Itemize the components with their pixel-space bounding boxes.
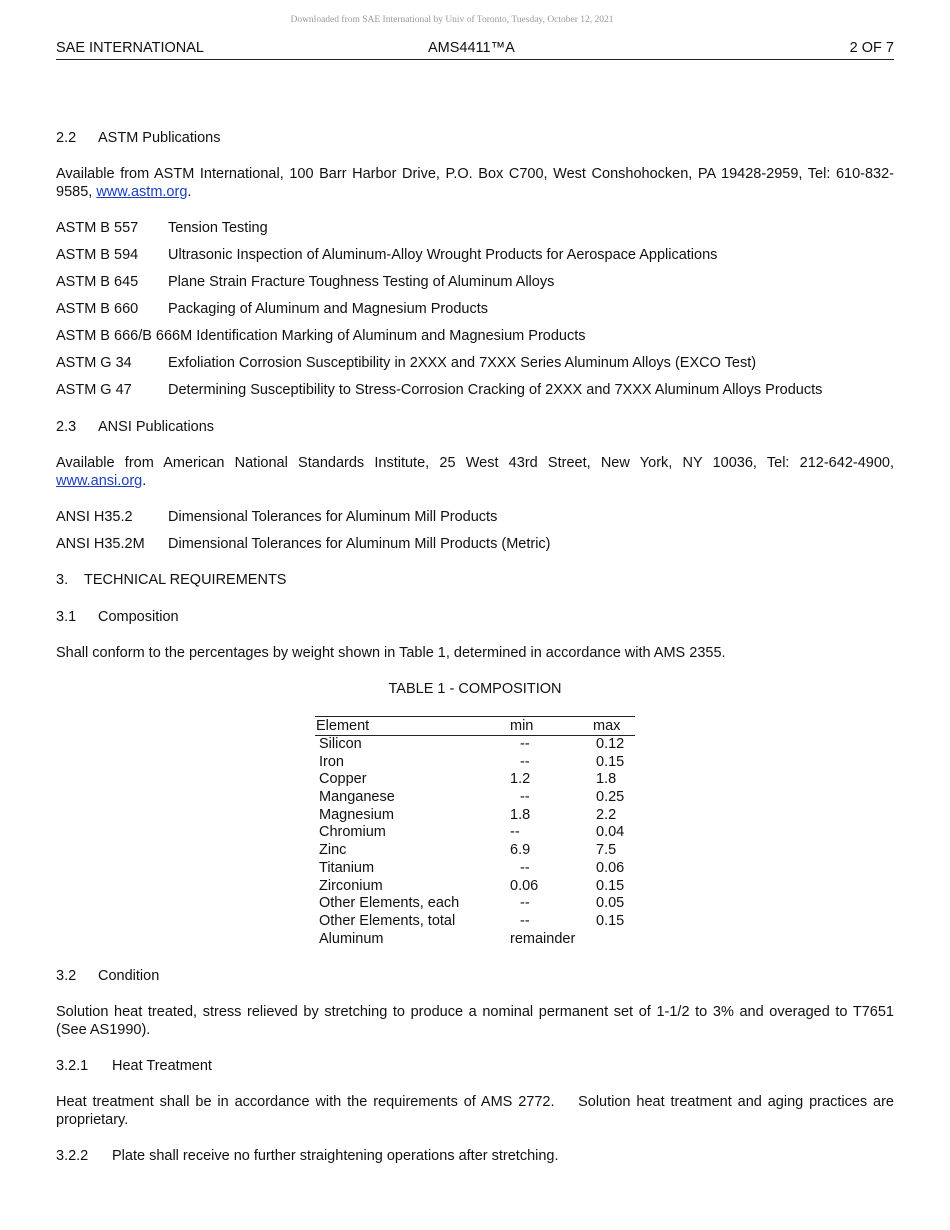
table-row <box>315 842 635 860</box>
table-row <box>315 878 635 896</box>
table-row <box>315 807 635 825</box>
reference-code: ASTM G 34 <box>56 355 132 371</box>
section-number: 2.3 <box>56 419 77 435</box>
reference-title: Plane Strain Fracture Toughness Testing of Aluminum Alloys <box>168 274 555 290</box>
table-title: TABLE 1 - COMPOSITION <box>388 681 562 697</box>
composition-paragraph: Shall conform to the percentages by weight shown in Table 1, determined in accordance with AMS 2355. <box>56 645 726 661</box>
paragraph-text: Plate shall receive no further straightening operations after stretching. <box>112 1148 559 1164</box>
header-min: min <box>510 718 534 734</box>
cell-min: 0.06 <box>510 877 539 894</box>
section-title: Composition <box>98 609 179 625</box>
section-3-2-2-paragraph <box>56 1147 894 1165</box>
reference-title: Dimensional Tolerances for Aluminum Mill Products <box>168 509 498 525</box>
reference-code: ASTM B 660 <box>56 301 139 317</box>
cell-max: 0.15 <box>596 912 625 929</box>
table-row <box>315 789 635 807</box>
reference-code: ASTM G 47 <box>56 382 132 398</box>
reference-item <box>56 300 894 318</box>
astm-link[interactable]: www.astm.org <box>96 184 188 200</box>
reference-title: Dimensional Tolerances for Aluminum Mill Products (Metric) <box>168 536 551 552</box>
running-header <box>56 39 894 60</box>
cell-element: Zinc <box>319 842 347 859</box>
cell-max: 0.12 <box>596 736 625 752</box>
section-number: 3.2.1 <box>56 1058 89 1074</box>
section-3-2-1-heading <box>56 1057 894 1075</box>
cell-min: 1.2 <box>510 771 531 788</box>
header-max: max <box>593 718 621 734</box>
heat-treatment-paragraph: Heat treatment shall be in accordance with the requirements of AMS 2772. Solution heat treatment and aging practices are proprietary. <box>56 1094 899 1128</box>
cell-max: 0.15 <box>596 877 625 894</box>
section-number: 3.2 <box>56 968 77 984</box>
reference-title: Identification Marking of Aluminum and Magnesium Products <box>196 328 586 344</box>
cell-element: Magnesium <box>319 806 394 823</box>
cell-element: Titanium <box>319 859 375 876</box>
cell-element: Copper <box>319 771 367 788</box>
cell-element: Iron <box>319 753 344 770</box>
cell-min: -- <box>520 912 530 929</box>
reference-code: ANSI H35.2M <box>56 536 145 552</box>
cell-element: Other Elements, each <box>319 895 460 912</box>
cell-element: Chromium <box>319 824 386 841</box>
header-doc-id: AMS4411™A <box>428 40 515 56</box>
cell-max: 0.15 <box>596 753 625 770</box>
section-2-2-heading <box>56 129 894 147</box>
cell-min: -- <box>510 824 520 841</box>
cell-min: -- <box>520 753 530 770</box>
reference-item <box>56 327 894 345</box>
reference-title: Ultrasonic Inspection of Aluminum-Alloy Wrought Products for Aerospace Applications <box>168 247 718 263</box>
header-page-number: 2 OF 7 <box>849 40 894 56</box>
table-row <box>315 895 635 913</box>
cell-min: -- <box>520 859 530 876</box>
ansi-availability: Available from American National Standards Institute, 25 West 43rd Street, New York, NY 10036, Tel: 212-642-4900, www.ansi.org. <box>56 455 894 489</box>
cell-element: Other Elements, total <box>319 912 456 929</box>
section-title: ASTM Publications <box>98 130 221 146</box>
cell-max: 0.06 <box>596 859 625 876</box>
cell-max: 2.2 <box>596 806 617 823</box>
cell-element: Silicon <box>319 736 362 752</box>
reference-item <box>56 354 894 372</box>
table-row <box>315 771 635 789</box>
reference-item <box>56 273 894 291</box>
availability-text: Available from American National Standards Institute, 25 West 43rd Street, New York, NY 10036, Tel: 212-642-4900, <box>56 455 894 471</box>
download-watermark: Downloaded from SAE International by Univ of Toronto, Tuesday, October 12, 2021 <box>290 15 614 25</box>
section-number: 3.2.2 <box>56 1148 89 1164</box>
section-title: TECHNICAL REQUIREMENTS <box>84 572 287 588</box>
cell-max: 0.04 <box>596 824 625 841</box>
header-org: SAE INTERNATIONAL <box>56 40 204 56</box>
section-number: 2.2 <box>56 130 77 146</box>
cell-max: 1.8 <box>596 771 617 788</box>
cell-element: Zirconium <box>319 877 383 894</box>
section-2-3-heading <box>56 418 894 436</box>
section-title: ANSI Publications <box>98 419 215 435</box>
cell-min: 6.9 <box>510 842 531 859</box>
reference-title: Determining Susceptibility to Stress-Corrosion Cracking of 2XXX and 7XXX Aluminum Alloys Products <box>168 382 823 398</box>
reference-title: Tension Testing <box>168 220 268 236</box>
section-number: 3.1 <box>56 609 77 625</box>
reference-item <box>56 535 894 553</box>
cell-max: 7.5 <box>596 842 617 859</box>
table-row <box>315 736 635 754</box>
reference-title: Packaging of Aluminum and Magnesium Products <box>168 301 488 317</box>
cell-min: -- <box>520 789 530 806</box>
section-number: 3. <box>56 572 69 588</box>
cell-max: 0.25 <box>596 789 625 806</box>
reference-code: ASTM B 645 <box>56 274 139 290</box>
cell-min: -- <box>520 736 530 752</box>
table-row <box>315 931 635 949</box>
cell-element: Manganese <box>319 789 395 806</box>
table-row <box>315 754 635 772</box>
reference-code: ASTM B 666/B 666M <box>56 328 193 344</box>
reference-title: Exfoliation Corrosion Susceptibility in 2XXX and 7XXX Series Aluminum Alloys (EXCO Test) <box>168 355 757 371</box>
reference-item <box>56 508 894 526</box>
reference-item <box>56 246 894 264</box>
table-row <box>315 824 635 842</box>
composition-table <box>315 716 635 948</box>
ansi-link[interactable]: www.ansi.org <box>56 473 143 489</box>
section-3-1-heading <box>56 608 894 626</box>
cell-element: Aluminum <box>319 930 384 947</box>
table-row <box>315 913 635 931</box>
table-header-row <box>315 716 635 736</box>
header-element: Element <box>316 718 370 734</box>
section-3-heading <box>56 571 894 589</box>
cell-max: 0.05 <box>596 895 625 912</box>
reference-item <box>56 219 894 237</box>
section-3-2-heading <box>56 967 894 985</box>
cell-min: -- <box>520 895 530 912</box>
section-title: Condition <box>98 968 160 984</box>
cell-min: 1.8 <box>510 806 531 823</box>
table-row <box>315 860 635 878</box>
section-title: Heat Treatment <box>112 1058 212 1074</box>
cell-min: remainder <box>510 930 576 947</box>
condition-paragraph: Solution heat treated, stress relieved by stretching to produce a nominal permanent set of 1-1/2 to 3% and overaged to T7651 (See AS1990). <box>56 1004 894 1038</box>
availability-text: Available from ASTM International, 100 Barr Harbor Drive, P.O. Box C700, West Conshohocken, PA 19428-2959, Tel: 610-832-9585, <box>56 166 894 200</box>
reference-code: ASTM B 594 <box>56 247 139 263</box>
reference-code: ANSI H35.2 <box>56 509 133 525</box>
reference-code: ASTM B 557 <box>56 220 139 236</box>
reference-item <box>56 381 894 399</box>
astm-availability: Available from ASTM International, 100 Barr Harbor Drive, P.O. Box C700, West Conshohocken, PA 19428-2959, Tel: 610-832-9585, www.astm.org. <box>56 166 894 200</box>
